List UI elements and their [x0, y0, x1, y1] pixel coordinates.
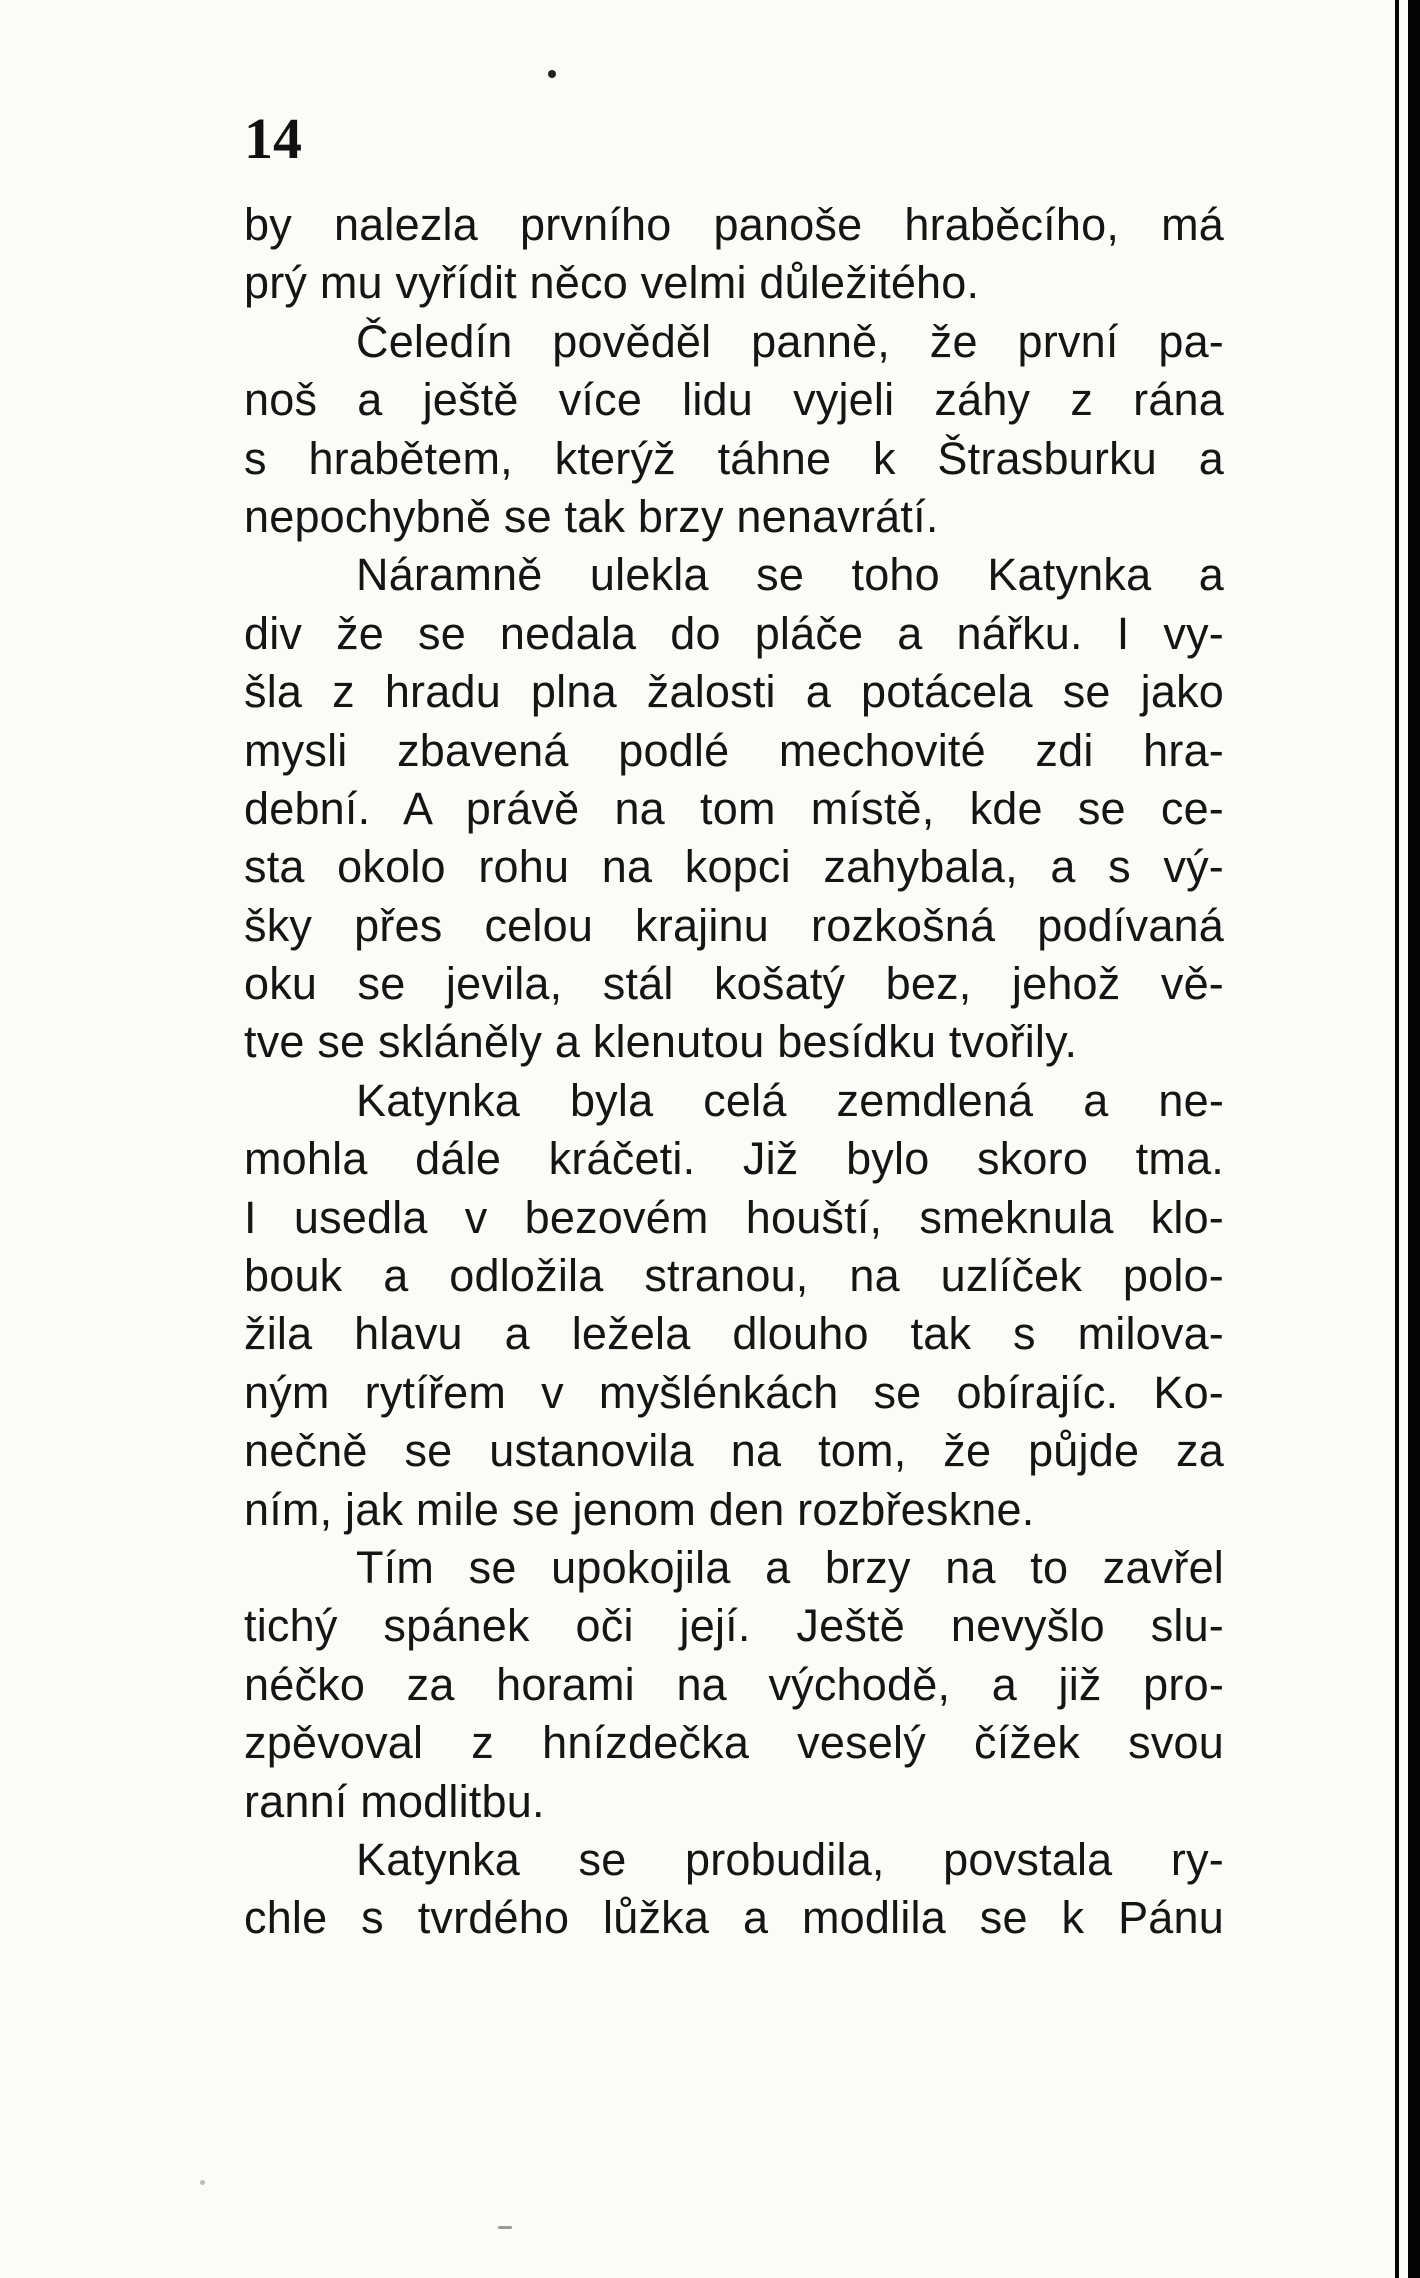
text-line: dební. A právě na tom místě, kde se ce- — [244, 782, 1224, 834]
text-line: šky přes celou krajinu rozkošná podívaná — [244, 899, 1224, 951]
text-line: mohla dále kráčeti. Již bylo skoro tma. — [244, 1133, 1224, 1185]
body-text — [244, 196, 1224, 1948]
text-line: ranní modlitbu. — [244, 1775, 545, 1827]
page-number: 14 — [244, 106, 302, 171]
text-line: bouk a odložila stranou, na uzlíček polo- — [244, 1250, 1224, 1302]
text-line: sta okolo rohu na kopci zahybala, a s vý- — [244, 841, 1224, 893]
text-line: by nalezla prvního panoše hraběcího, má — [244, 199, 1224, 250]
text-line: ním, jak mile se jenom den rozbřeskne. — [244, 1483, 1035, 1535]
text-line: zpěvoval z hnízdečka veselý čížek svou — [244, 1717, 1224, 1769]
text-line: nečně se ustanovila na tom, že půjde za — [244, 1425, 1224, 1477]
page-edge-shadow — [1395, 0, 1420, 2278]
text-line: noš a ještě více lidu vyjeli záhy z rána — [244, 374, 1224, 426]
ink-speck — [548, 70, 556, 78]
text-line: Tím se upokojila a brzy na to zavřel — [356, 1541, 1224, 1593]
text-line: oku se jevila, stál košatý bez, jehož vě- — [244, 958, 1224, 1010]
ink-speck — [498, 2226, 512, 2229]
text-line: prý mu vyřídit něco velmi důležitého. — [244, 257, 980, 309]
text-line: chle s tvrdého lůžka a modlila se k Pánu — [244, 1892, 1224, 1944]
text-line: Katynka se probudila, povstala ry- — [356, 1833, 1224, 1885]
text-line: néčko za horami na východě, a již pro- — [244, 1658, 1224, 1710]
text-line: I usedla v bezovém houští, smeknula klo- — [244, 1191, 1224, 1243]
text-line: div že se nedala do pláče a nářku. I vy- — [244, 607, 1224, 659]
text-line: tve se skláněly a klenutou besídku tvořily. — [244, 1016, 1078, 1068]
adjacent-page-sliver — [1399, 0, 1408, 2278]
text-line: s hrabětem, kterýž táhne k Štrasburku a — [244, 432, 1224, 484]
text-line: mysli zbavená podlé mechovité zdi hra- — [244, 724, 1224, 776]
text-line: nepochybně se tak brzy nenavrátí. — [244, 490, 939, 542]
text-line: Náramně ulekla se toho Katynka a — [356, 549, 1224, 601]
text-line: tichý spánek oči její. Ještě nevyšlo slu- — [244, 1600, 1224, 1652]
text-line: ným rytířem v myšlénkách se obírajíc. Ko- — [244, 1366, 1224, 1418]
text-line: Katynka byla celá zemdlená a ne- — [356, 1074, 1224, 1126]
text-line: šla z hradu plna žalosti a potácela se jako — [244, 666, 1224, 718]
text-line: žila hlavu a ležela dlouho tak s milova- — [244, 1308, 1224, 1360]
ink-speck — [200, 2180, 205, 2185]
text-line: Čeledín pověděl panně, že první pa- — [356, 315, 1224, 367]
